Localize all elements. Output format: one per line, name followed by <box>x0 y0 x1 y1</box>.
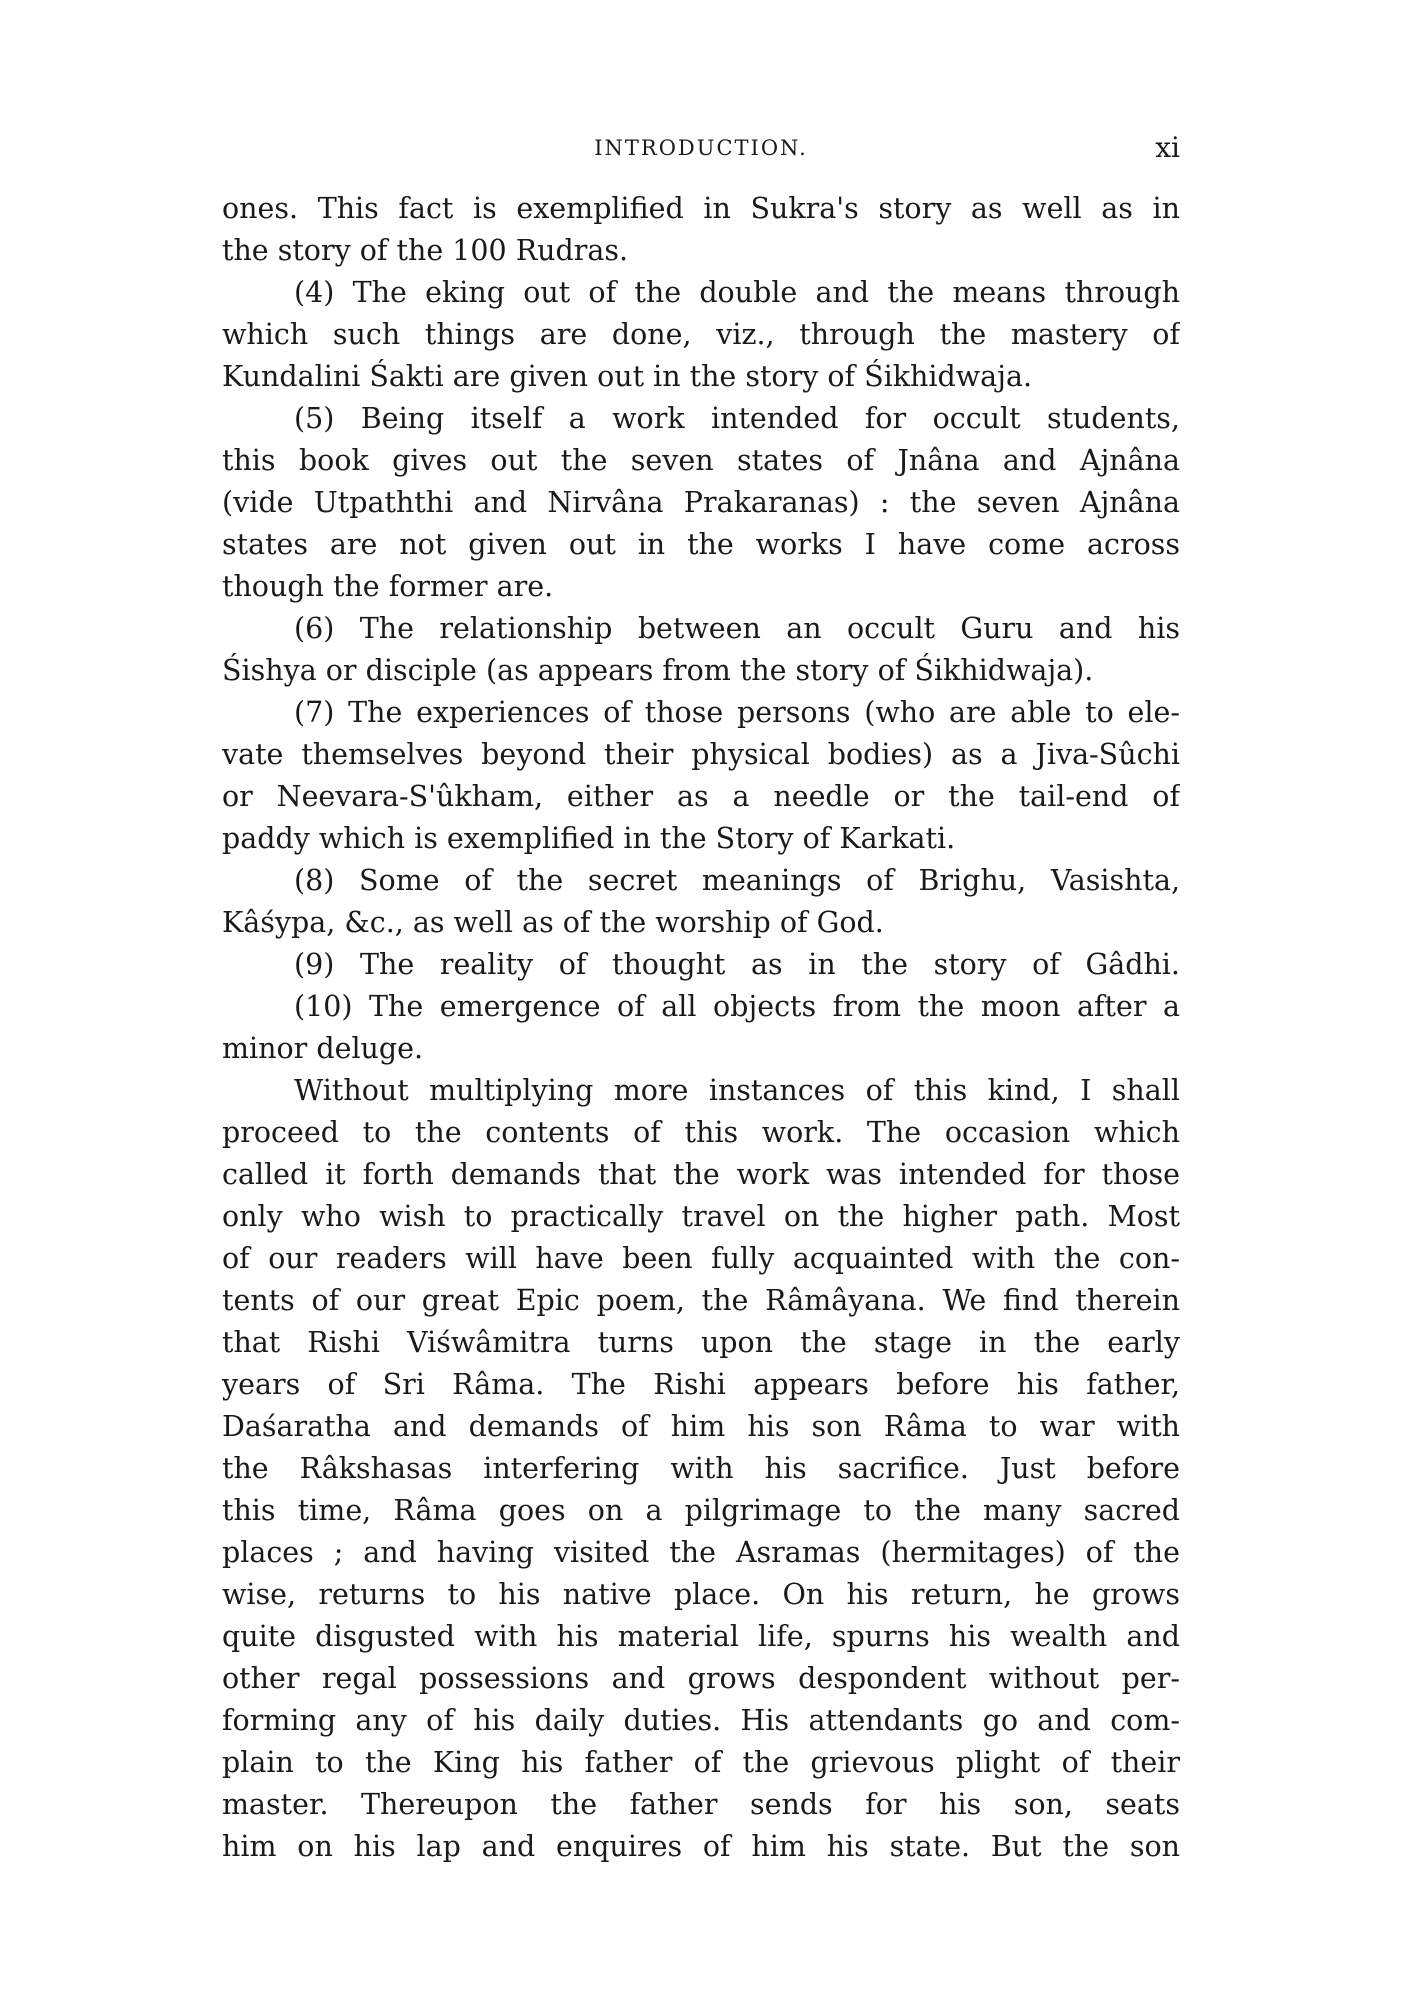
text-line: (9) The reality of thought as in the story of Gâdhi. <box>294 948 1180 981</box>
text-line: Śishya or disciple (as appears from the story of Śikhidwaja). <box>222 654 1094 687</box>
text-line: (5) Being itself a work intended for occult students, <box>294 402 1180 435</box>
page-number: xi <box>1155 131 1180 164</box>
text-line: (6) The relationship between an occult Guru and his <box>294 612 1180 645</box>
text-line: plain to the King his father of the grievous plight of their <box>222 1746 1180 1779</box>
text-line: (8) Some of the secret meanings of Brighu, Vasishta, <box>294 864 1180 897</box>
text-line: the story of the 100 Rudras. <box>222 234 629 267</box>
text-line: quite disgusted with his material life, spurns his wealth and <box>222 1620 1180 1653</box>
text-line: Kâśypa, &c., as well as of the worship of God. <box>222 906 884 939</box>
text-line: wise, returns to his native place. On his return, he grows <box>222 1578 1180 1611</box>
text-line: though the former are. <box>222 570 554 603</box>
text-line: (7) The experiences of those persons (who are able to ele- <box>294 696 1180 729</box>
text-line: (vide Utpaththi and Nirvâna Prakaranas) : the seven Ajnâna <box>222 486 1180 519</box>
text-line: Kundalini Śakti are given out in the story of Śikhidwaja. <box>222 360 1033 393</box>
text-line: this book gives out the seven states of Jnâna and Ajnâna <box>222 444 1180 477</box>
text-line: years of Sri Râma. The Rishi appears before his father, <box>222 1368 1180 1401</box>
text-line: him on his lap and enquires of him his state. But the son <box>222 1830 1180 1863</box>
text-line: places ; and having visited the Asramas (hermitages) of the <box>222 1536 1180 1569</box>
running-head <box>222 128 1180 168</box>
body-text <box>222 188 1180 1868</box>
text-line: only who wish to practically travel on the higher path. Most <box>222 1200 1180 1233</box>
text-line: ones. This fact is exemplified in Sukra's story as well as in <box>222 192 1180 225</box>
chapter-title: INTRODUCTION. <box>594 136 808 160</box>
text-line: forming any of his daily duties. His attendants go and com- <box>222 1704 1180 1737</box>
text-line: this time, Râma goes on a pilgrimage to the many sacred <box>222 1494 1180 1527</box>
text-line: called it forth demands that the work was intended for those <box>222 1158 1180 1191</box>
text-line: that Rishi Viśwâmitra turns upon the stage in the early <box>222 1326 1180 1359</box>
text-line: tents of our great Epic poem, the Râmâyana. We find therein <box>222 1284 1180 1317</box>
text-line: vate themselves beyond their physical bodies) as a Jiva-Sûchi <box>222 738 1180 771</box>
text-line: states are not given out in the works I have come across <box>222 528 1180 561</box>
text-line: or Neevara-S'ûkham, either as a needle or the tail-end of <box>222 780 1180 813</box>
text-line: other regal possessions and grows despondent without per- <box>222 1662 1180 1695</box>
text-line: the Râkshasas interfering with his sacrifice. Just before <box>222 1452 1180 1485</box>
text-line: (4) The eking out of the double and the means through <box>294 276 1180 309</box>
text-line: master. Thereupon the father sends for his son, seats <box>222 1788 1180 1821</box>
text-line: of our readers will have been fully acquainted with the con- <box>222 1242 1180 1275</box>
text-line: paddy which is exemplified in the Story of Karkati. <box>222 822 956 855</box>
text-line: Daśaratha and demands of him his son Râma to war with <box>222 1410 1180 1443</box>
text-line: (10) The emergence of all objects from the moon after a <box>294 990 1180 1023</box>
text-line: Without multiplying more instances of this kind, I shall <box>294 1074 1180 1107</box>
text-line: minor deluge. <box>222 1032 424 1065</box>
text-line: proceed to the contents of this work. The occasion which <box>222 1116 1180 1149</box>
text-line: which such things are done, viz., through the mastery of <box>222 318 1180 351</box>
